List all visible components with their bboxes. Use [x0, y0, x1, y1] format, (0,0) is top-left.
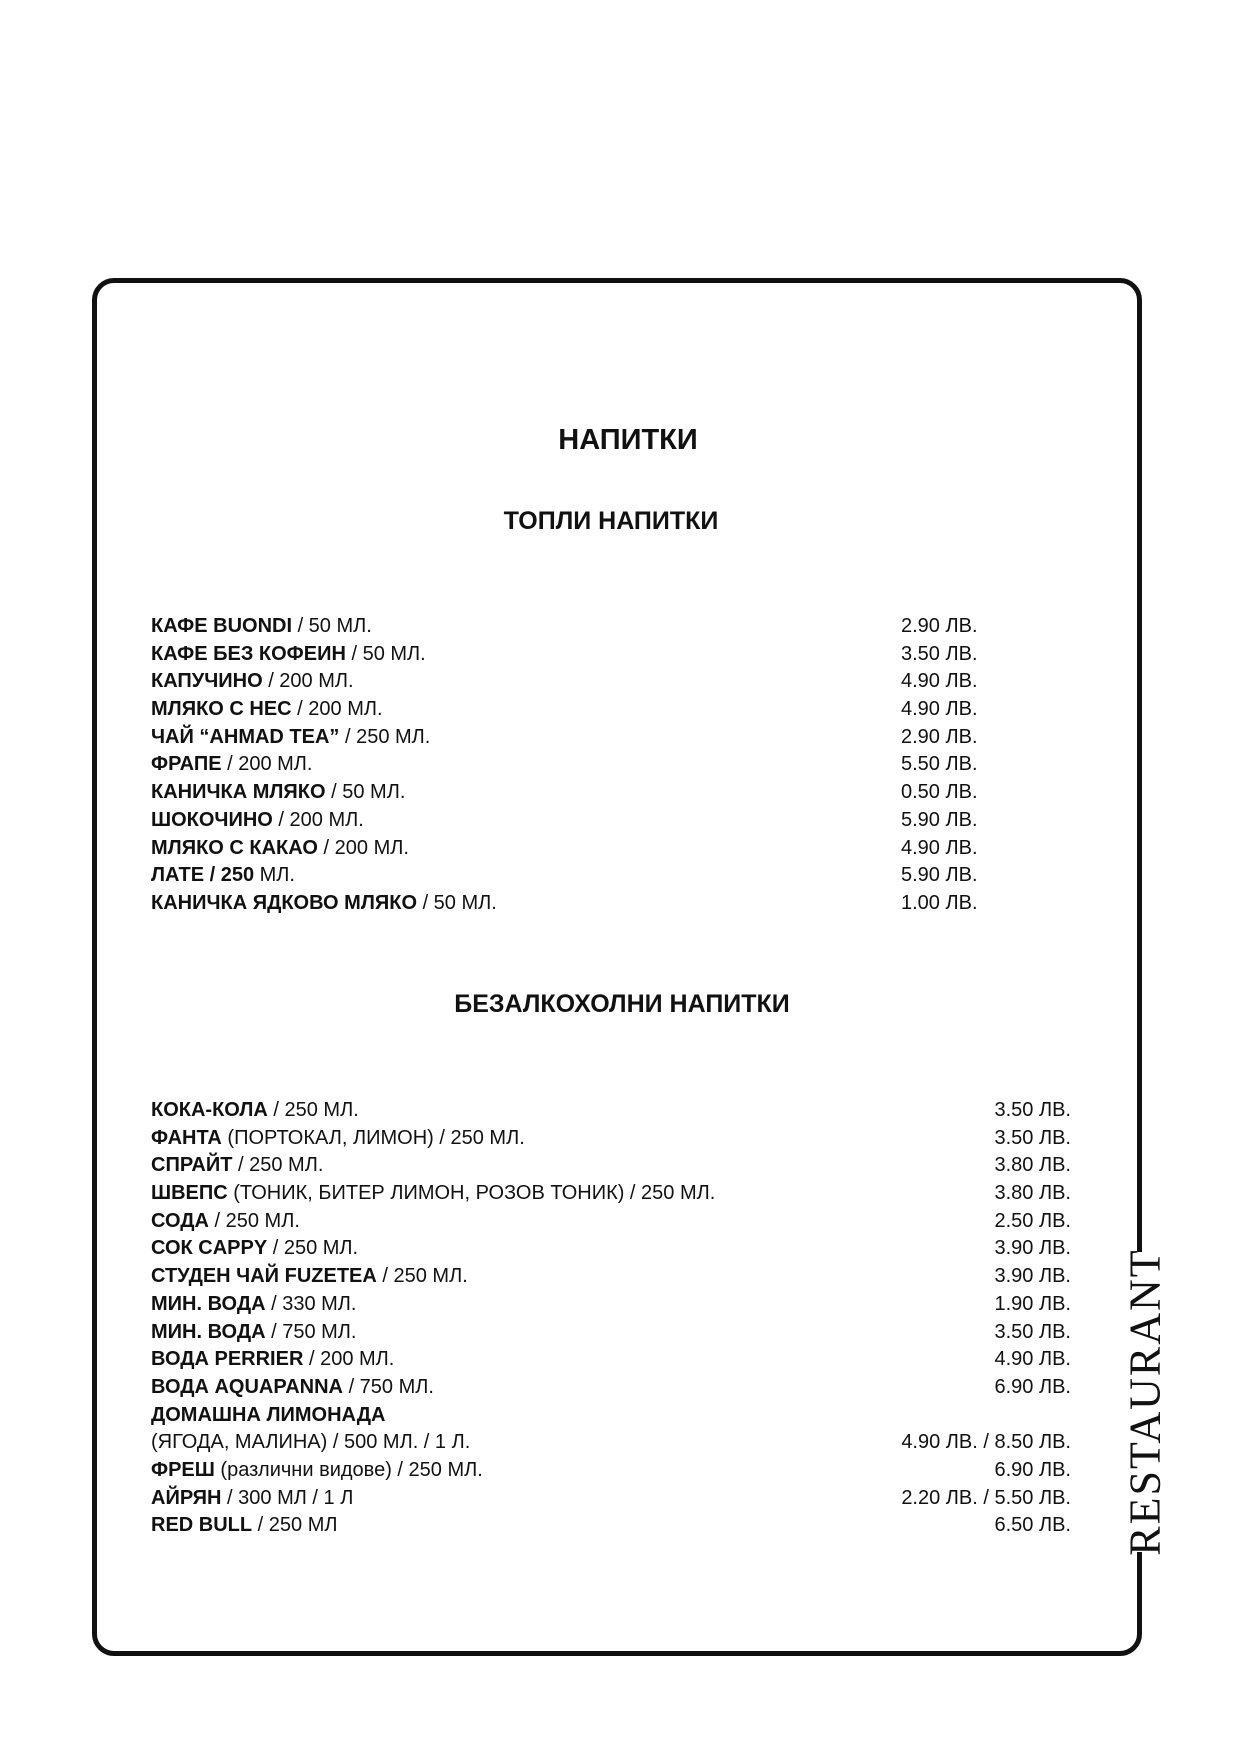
menu-item: [151, 1374, 1071, 1402]
item-price: 5.90 ЛВ.: [901, 808, 978, 831]
item-price: 6.90 ЛВ.: [994, 1458, 1071, 1481]
menu-item: [151, 1235, 1071, 1263]
item-name: ФРЕШ: [151, 1458, 215, 1481]
menu-item: [151, 724, 978, 752]
item-price: 0.50 ЛВ.: [901, 781, 978, 804]
item-detail: / 200 МЛ.: [291, 698, 383, 721]
item-price: 3.50 ЛВ.: [901, 642, 978, 665]
hot-drinks-list: [151, 613, 978, 918]
item-price: 3.50 ЛВ.: [994, 1099, 1071, 1121]
item-price: 5.90 ЛВ.: [901, 864, 978, 887]
menu-item: [151, 779, 978, 807]
menu-item: [151, 1291, 1071, 1319]
menu-item: [151, 835, 978, 863]
menu-item: [151, 1319, 1071, 1347]
item-price: 2.50 ЛВ.: [994, 1209, 1071, 1232]
soft-drinks-heading: БЕЗАЛКОХОЛНИ НАПИТКИ: [454, 990, 790, 1018]
item-price: 1.00 ЛВ.: [901, 891, 978, 914]
item-price: 6.50 ЛВ.: [994, 1514, 1071, 1537]
item-name: АЙРЯН: [151, 1486, 222, 1509]
item-detail: МЛ.: [254, 864, 295, 887]
item-price: 3.80 ЛВ.: [994, 1182, 1071, 1205]
item-name: ФАНТА: [151, 1126, 222, 1149]
item-detail: / 200 МЛ.: [221, 753, 313, 776]
item-detail: / 750 МЛ.: [343, 1375, 434, 1398]
menu-item: [151, 1429, 1071, 1457]
item-detail: / 750 МЛ.: [265, 1320, 357, 1343]
item-name: КАПУЧИНО: [151, 670, 263, 693]
item-name: МИН. ВОДА: [151, 1292, 266, 1315]
menu-item: [151, 1097, 1071, 1125]
menu-item: [151, 1125, 1071, 1153]
item-detail: (ПОРТОКАЛ, ЛИМОН) / 250 МЛ.: [221, 1126, 525, 1149]
item-name: КАНИЧКА МЛЯКО: [151, 781, 326, 804]
item-name: ШВЕПС: [151, 1182, 228, 1205]
item-name: МИН. ВОДА: [151, 1320, 266, 1343]
item-detail: (ТОНИК, БИТЕР ЛИМОН, РОЗОВ ТОНИК) / 250 МЛ.: [227, 1182, 716, 1205]
item-name: КОКА-КОЛА: [151, 1099, 268, 1121]
item-price: 3.50 ЛВ.: [994, 1320, 1071, 1343]
item-detail: / 50 МЛ.: [292, 615, 372, 637]
soft-drinks-list: [151, 1097, 1071, 1540]
menu-item: [151, 751, 978, 779]
item-detail: / 50 МЛ.: [417, 891, 497, 914]
item-detail: / 50 МЛ.: [325, 781, 406, 804]
item-price: 4.90 ЛВ.: [901, 836, 978, 859]
item-name: СПРАЙТ: [151, 1154, 233, 1177]
item-price: 4.90 ЛВ.: [901, 698, 978, 721]
item-name: КАФЕ БЕЗ КОФЕИН: [151, 642, 346, 665]
item-price: 2.90 ЛВ.: [901, 725, 978, 748]
item-name: КАФЕ BUONDI: [151, 615, 293, 637]
page-title: НАПИТКИ: [558, 424, 698, 456]
item-name: ФРАПЕ: [151, 753, 222, 776]
item-name: ЛАТЕ / 250: [151, 864, 255, 887]
item-price: 3.90 ЛВ.: [994, 1265, 1071, 1288]
item-detail: / 250 МЛ.: [208, 1209, 300, 1232]
item-detail: / 200 МЛ.: [262, 670, 354, 693]
item-name: СОДА: [151, 1209, 209, 1232]
menu-item: [151, 1180, 1071, 1208]
item-detail: / 200 МЛ.: [272, 808, 364, 831]
item-price: 2.90 ЛВ.: [901, 615, 978, 637]
item-detail: / 50 МЛ.: [345, 642, 426, 665]
item-price: 6.90 ЛВ.: [994, 1375, 1071, 1398]
menu-item: [151, 1457, 1071, 1485]
item-name: ДОМАШНА ЛИМОНАДА: [151, 1403, 386, 1426]
item-price: 1.90 ЛВ.: [994, 1292, 1071, 1315]
menu-item: [151, 1346, 1071, 1374]
item-detail: / 250 МЛ.: [267, 1099, 359, 1121]
menu-item: [151, 890, 978, 918]
item-detail: / 330 МЛ.: [265, 1292, 357, 1315]
menu-item: [151, 1263, 1071, 1291]
item-price: 3.50 ЛВ.: [994, 1126, 1071, 1149]
item-name: ВОДА PERRIER: [151, 1348, 304, 1371]
restaurant-side-label: RESTAURANT: [1120, 1248, 1170, 1556]
item-detail: / 250 МЛ.: [376, 1265, 468, 1288]
item-name: ВОДА AQUAPANNA: [151, 1375, 344, 1398]
item-price: 4.90 ЛВ.: [994, 1348, 1071, 1371]
item-detail: / 200 МЛ.: [317, 836, 409, 859]
menu-item: [151, 613, 978, 641]
menu-item: [151, 1512, 1071, 1540]
item-detail: / 300 МЛ / 1 Л: [221, 1486, 354, 1509]
item-name: ШОКОЧИНО: [151, 808, 273, 831]
menu-item: [151, 641, 978, 669]
item-name: RED BULL: [151, 1514, 253, 1537]
item-name: СОК CAPPY: [151, 1237, 268, 1260]
item-price: 2.20 ЛВ. / 5.50 ЛВ.: [901, 1486, 1071, 1509]
item-price: 3.80 ЛВ.: [994, 1154, 1071, 1177]
menu-item: [151, 1208, 1071, 1236]
item-price: 4.90 ЛВ. / 8.50 ЛВ.: [901, 1431, 1071, 1454]
item-detail: (ЯГОДА, МАЛИНА) / 500 МЛ. / 1 Л.: [151, 1431, 471, 1454]
item-detail: / 200 МЛ.: [303, 1348, 395, 1371]
item-price: 3.90 ЛВ.: [994, 1237, 1071, 1260]
menu-item: [151, 1485, 1071, 1513]
item-detail: (различни видове) / 250 МЛ.: [214, 1458, 483, 1481]
item-detail: / 250 МЛ.: [339, 725, 431, 748]
item-price: 5.50 ЛВ.: [901, 753, 978, 776]
item-detail: / 250 МЛ: [252, 1514, 338, 1537]
item-price: 4.90 ЛВ.: [901, 670, 978, 693]
menu-item: [151, 1152, 1071, 1180]
menu-item: [151, 696, 978, 724]
item-name: МЛЯКО С НЕС: [151, 698, 292, 721]
menu-item: [151, 668, 978, 696]
item-name: СТУДЕН ЧАЙ FUZETEA: [151, 1265, 377, 1288]
item-name: КАНИЧКА ЯДКОВО МЛЯКО: [151, 891, 418, 914]
item-detail: / 250 МЛ.: [267, 1237, 359, 1260]
item-detail: / 250 МЛ.: [232, 1154, 324, 1177]
menu-item: [151, 807, 978, 835]
item-name: МЛЯКО С КАКАО: [151, 836, 318, 859]
menu-item: [151, 1402, 715, 1430]
menu-item: [151, 862, 978, 890]
item-name: ЧАЙ “AHMAD TEA”: [151, 725, 340, 748]
hot-drinks-heading: ТОПЛИ НАПИТКИ: [503, 507, 719, 535]
